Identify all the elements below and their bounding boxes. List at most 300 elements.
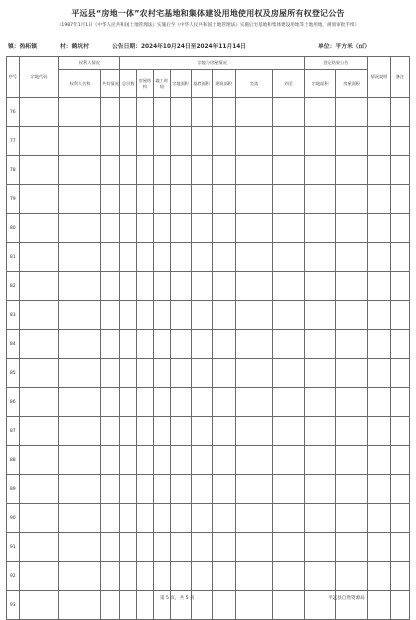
issuer: 平远县自然资源局 xyxy=(328,596,365,601)
row-cell xyxy=(336,562,367,591)
row-cell xyxy=(304,475,335,504)
row-cell xyxy=(390,562,409,591)
row-cell xyxy=(137,504,154,533)
row-cell xyxy=(212,504,235,533)
table-row xyxy=(7,98,410,127)
row-cell xyxy=(137,562,154,591)
row-cell xyxy=(120,591,137,620)
row-cell xyxy=(137,330,154,359)
row-seq: 78 xyxy=(7,156,20,185)
row-cell xyxy=(170,272,191,301)
row-cell xyxy=(153,156,170,185)
row-cell xyxy=(19,475,59,504)
row-cell xyxy=(19,562,59,591)
row-cell xyxy=(235,504,273,533)
row-cell xyxy=(101,504,120,533)
col-note: 备注 xyxy=(390,57,409,98)
row-cell xyxy=(59,127,101,156)
row-cell xyxy=(273,243,305,272)
row-cell xyxy=(153,214,170,243)
col-structure: 房屋结构 xyxy=(137,70,154,98)
row-cell xyxy=(304,562,335,591)
row-cell xyxy=(19,243,59,272)
row-cell xyxy=(170,127,191,156)
row-cell xyxy=(59,301,101,330)
row-cell xyxy=(19,591,59,620)
row-cell xyxy=(367,388,390,417)
col-year: 竣工时间 xyxy=(153,70,170,98)
row-cell xyxy=(336,156,367,185)
row-cell xyxy=(273,330,305,359)
meta-unit: 单位：平方米（㎡） xyxy=(318,44,371,50)
row-cell xyxy=(137,475,154,504)
row-cell xyxy=(235,214,273,243)
meta-period: 公告日期：2024年10月24日至2024年11月14日 xyxy=(112,44,247,50)
row-cell xyxy=(120,243,137,272)
row-cell xyxy=(59,185,101,214)
row-cell xyxy=(336,272,367,301)
row-cell xyxy=(336,475,367,504)
col-floors: 总层数 xyxy=(120,70,137,98)
row-cell xyxy=(153,533,170,562)
row-cell xyxy=(137,591,154,620)
row-cell xyxy=(235,330,273,359)
row-cell xyxy=(170,562,191,591)
row-cell xyxy=(19,214,59,243)
row-cell xyxy=(19,330,59,359)
row-cell xyxy=(170,417,191,446)
row-cell xyxy=(137,243,154,272)
row-cell xyxy=(235,533,273,562)
row-cell xyxy=(273,127,305,156)
row-cell xyxy=(390,272,409,301)
row-seq: 76 xyxy=(7,98,20,127)
col-land-area: 宗地面积 xyxy=(170,70,191,98)
row-seq: 77 xyxy=(7,127,20,156)
row-cell xyxy=(212,272,235,301)
row-cell xyxy=(137,98,154,127)
row-cell xyxy=(390,156,409,185)
row-cell xyxy=(212,417,235,446)
row-cell xyxy=(170,185,191,214)
row-cell xyxy=(304,214,335,243)
row-cell xyxy=(170,504,191,533)
row-cell xyxy=(153,417,170,446)
col-reg-group: 登记结果公告 xyxy=(304,57,367,70)
row-cell xyxy=(101,359,120,388)
row-cell xyxy=(191,562,212,591)
table-row xyxy=(7,388,410,417)
row-cell xyxy=(367,417,390,446)
row-cell xyxy=(273,388,305,417)
row-cell xyxy=(212,533,235,562)
row-cell xyxy=(153,562,170,591)
row-cell xyxy=(19,185,59,214)
row-cell xyxy=(137,388,154,417)
row-cell xyxy=(367,98,390,127)
row-cell xyxy=(235,388,273,417)
row-cell xyxy=(390,185,409,214)
row-cell xyxy=(191,127,212,156)
row-cell xyxy=(59,214,101,243)
row-seq: 84 xyxy=(7,330,20,359)
row-cell xyxy=(101,417,120,446)
table-row xyxy=(7,446,410,475)
row-cell xyxy=(390,533,409,562)
row-cell xyxy=(120,562,137,591)
row-cell xyxy=(273,185,305,214)
row-cell xyxy=(120,475,137,504)
row-cell xyxy=(367,214,390,243)
row-cell xyxy=(273,475,305,504)
row-cell xyxy=(153,504,170,533)
row-cell xyxy=(170,533,191,562)
row-seq: 83 xyxy=(7,301,20,330)
row-cell xyxy=(101,330,120,359)
row-cell xyxy=(390,243,409,272)
row-cell xyxy=(367,156,390,185)
row-cell xyxy=(19,417,59,446)
row-cell xyxy=(170,388,191,417)
row-cell xyxy=(59,388,101,417)
table-row xyxy=(7,417,410,446)
row-cell xyxy=(59,359,101,388)
row-cell xyxy=(191,359,212,388)
row-cell xyxy=(191,417,212,446)
row-cell xyxy=(390,214,409,243)
row-cell xyxy=(336,243,367,272)
row-cell xyxy=(367,330,390,359)
row-cell xyxy=(137,156,154,185)
row-cell xyxy=(19,388,59,417)
row-seq: 88 xyxy=(7,446,20,475)
row-cell xyxy=(273,98,305,127)
row-cell xyxy=(212,127,235,156)
row-cell xyxy=(212,388,235,417)
row-cell xyxy=(390,359,409,388)
row-cell xyxy=(304,243,335,272)
col-building-area: 建筑面积 xyxy=(212,70,235,98)
row-cell xyxy=(101,98,120,127)
row-seq: 90 xyxy=(7,504,20,533)
row-cell xyxy=(19,98,59,127)
row-cell xyxy=(19,446,59,475)
row-cell xyxy=(191,301,212,330)
table-row xyxy=(7,562,410,591)
table-row xyxy=(7,156,410,185)
row-cell xyxy=(273,533,305,562)
row-seq: 85 xyxy=(7,359,20,388)
row-cell xyxy=(153,185,170,214)
row-cell xyxy=(191,504,212,533)
row-cell xyxy=(101,156,120,185)
row-cell xyxy=(120,301,137,330)
row-cell xyxy=(59,272,101,301)
row-cell xyxy=(137,417,154,446)
row-cell xyxy=(235,562,273,591)
row-cell xyxy=(235,446,273,475)
row-cell xyxy=(336,417,367,446)
row-cell xyxy=(367,446,390,475)
row-cell xyxy=(59,243,101,272)
row-cell xyxy=(101,185,120,214)
row-cell xyxy=(212,156,235,185)
row-cell xyxy=(59,533,101,562)
col-reg-land-area: 宗地面积 xyxy=(304,70,335,98)
row-cell xyxy=(191,214,212,243)
row-cell xyxy=(153,330,170,359)
row-cell xyxy=(19,359,59,388)
row-cell xyxy=(191,446,212,475)
row-cell xyxy=(170,214,191,243)
row-cell xyxy=(59,156,101,185)
row-cell xyxy=(235,417,273,446)
row-cell xyxy=(336,359,367,388)
document-subtitle: （1987年1月1日《中华人民共和国土地管理法》实施后至《中华人民共和国土地管理法》实施后宅基地和集体建设用地等土地用地、规划审批手续） xyxy=(56,23,360,28)
table-row xyxy=(7,214,410,243)
row-cell xyxy=(273,417,305,446)
row-cell xyxy=(336,504,367,533)
col-reg-house-area: 房屋面积 xyxy=(336,70,367,98)
row-cell xyxy=(273,214,305,243)
row-cell xyxy=(390,446,409,475)
row-cell xyxy=(101,446,120,475)
row-cell xyxy=(336,185,367,214)
row-cell xyxy=(153,475,170,504)
row-cell xyxy=(273,359,305,388)
row-seq: 89 xyxy=(7,475,20,504)
row-cell xyxy=(170,330,191,359)
row-cell xyxy=(367,359,390,388)
row-cell xyxy=(101,214,120,243)
row-cell xyxy=(390,475,409,504)
row-cell xyxy=(367,185,390,214)
row-cell xyxy=(59,591,101,620)
row-cell xyxy=(390,301,409,330)
row-cell xyxy=(101,533,120,562)
row-cell xyxy=(101,591,120,620)
row-cell xyxy=(101,243,120,272)
row-cell xyxy=(120,388,137,417)
table-row xyxy=(7,185,410,214)
row-cell xyxy=(137,272,154,301)
row-cell xyxy=(191,98,212,127)
row-cell xyxy=(153,272,170,301)
row-cell xyxy=(336,388,367,417)
row-cell xyxy=(120,417,137,446)
row-cell xyxy=(235,127,273,156)
row-cell xyxy=(367,475,390,504)
table-row xyxy=(7,475,410,504)
col-location: 坐落 xyxy=(235,70,273,98)
row-cell xyxy=(191,243,212,272)
row-cell xyxy=(170,301,191,330)
row-cell xyxy=(336,214,367,243)
row-cell xyxy=(153,301,170,330)
meta-village: 村：鹤坑村 xyxy=(60,44,89,50)
row-cell xyxy=(120,156,137,185)
row-cell xyxy=(273,272,305,301)
row-cell xyxy=(137,301,154,330)
row-cell xyxy=(390,417,409,446)
row-cell xyxy=(170,446,191,475)
row-seq: 91 xyxy=(7,533,20,562)
row-cell xyxy=(191,475,212,504)
row-cell xyxy=(212,359,235,388)
row-cell xyxy=(212,98,235,127)
row-cell xyxy=(367,272,390,301)
row-cell xyxy=(170,359,191,388)
row-cell xyxy=(101,301,120,330)
row-cell xyxy=(336,330,367,359)
table-row xyxy=(7,243,410,272)
row-cell xyxy=(367,504,390,533)
row-cell xyxy=(101,127,120,156)
row-cell xyxy=(120,330,137,359)
row-cell xyxy=(212,330,235,359)
row-cell xyxy=(212,185,235,214)
row-cell xyxy=(120,185,137,214)
row-cell xyxy=(59,446,101,475)
row-cell xyxy=(235,359,273,388)
row-cell xyxy=(191,533,212,562)
row-cell xyxy=(304,301,335,330)
meta-town: 镇：热柘镇 xyxy=(8,44,37,50)
row-cell xyxy=(120,214,137,243)
row-cell xyxy=(101,475,120,504)
row-cell xyxy=(212,301,235,330)
page-number: 第 5 页，共 5 页 xyxy=(160,596,195,601)
row-cell xyxy=(120,359,137,388)
row-cell xyxy=(101,388,120,417)
table-row xyxy=(7,330,410,359)
row-cell xyxy=(59,504,101,533)
col-rights-name: 权利人名称 xyxy=(59,70,101,98)
row-cell xyxy=(235,301,273,330)
row-cell xyxy=(191,388,212,417)
row-cell xyxy=(59,475,101,504)
row-cell xyxy=(235,243,273,272)
row-cell xyxy=(101,562,120,591)
row-cell xyxy=(191,185,212,214)
row-cell xyxy=(59,562,101,591)
row-seq: 92 xyxy=(7,562,20,591)
col-remark: 情况说明 xyxy=(367,57,390,98)
row-cell xyxy=(367,301,390,330)
row-cell xyxy=(212,562,235,591)
row-cell xyxy=(273,562,305,591)
row-seq: 80 xyxy=(7,214,20,243)
row-cell xyxy=(170,98,191,127)
row-cell xyxy=(304,359,335,388)
row-cell xyxy=(19,272,59,301)
row-cell xyxy=(170,475,191,504)
row-cell xyxy=(367,562,390,591)
col-seq: 序号 xyxy=(7,57,20,98)
row-seq: 86 xyxy=(7,388,20,417)
row-cell xyxy=(367,591,390,620)
row-seq: 82 xyxy=(7,272,20,301)
row-cell xyxy=(120,533,137,562)
row-cell xyxy=(120,127,137,156)
row-cell xyxy=(191,272,212,301)
row-cell xyxy=(153,98,170,127)
row-cell xyxy=(304,417,335,446)
row-cell xyxy=(273,156,305,185)
table-row xyxy=(7,359,410,388)
row-cell xyxy=(304,185,335,214)
col-base-area: 基底面积 xyxy=(191,70,212,98)
row-cell xyxy=(235,185,273,214)
row-cell xyxy=(153,243,170,272)
row-seq: 87 xyxy=(7,417,20,446)
row-cell xyxy=(336,98,367,127)
row-cell xyxy=(235,591,273,620)
col-land-group: 宗地与房屋情况 xyxy=(120,57,305,70)
row-cell xyxy=(273,591,305,620)
row-cell xyxy=(304,156,335,185)
row-cell xyxy=(212,591,235,620)
row-cell xyxy=(170,243,191,272)
row-cell xyxy=(137,359,154,388)
row-cell xyxy=(153,127,170,156)
row-cell xyxy=(137,185,154,214)
row-cell xyxy=(191,330,212,359)
row-cell xyxy=(304,272,335,301)
row-cell xyxy=(390,330,409,359)
row-cell xyxy=(304,388,335,417)
row-cell xyxy=(304,127,335,156)
row-cell xyxy=(137,127,154,156)
row-cell xyxy=(153,388,170,417)
row-cell xyxy=(212,214,235,243)
row-cell xyxy=(273,301,305,330)
row-cell xyxy=(120,98,137,127)
table-row xyxy=(7,533,410,562)
col-share: 共有情况 xyxy=(101,70,120,98)
row-cell xyxy=(235,475,273,504)
row-cell xyxy=(235,98,273,127)
row-cell xyxy=(59,98,101,127)
row-cell xyxy=(153,446,170,475)
row-cell xyxy=(273,446,305,475)
register-table xyxy=(6,56,410,620)
row-cell xyxy=(137,214,154,243)
row-cell xyxy=(19,504,59,533)
row-cell xyxy=(304,330,335,359)
row-cell xyxy=(170,156,191,185)
row-cell xyxy=(137,533,154,562)
row-cell xyxy=(212,243,235,272)
row-cell xyxy=(390,127,409,156)
row-cell xyxy=(367,243,390,272)
table-row xyxy=(7,272,410,301)
row-cell xyxy=(336,533,367,562)
row-cell xyxy=(120,272,137,301)
row-cell xyxy=(19,156,59,185)
row-cell xyxy=(336,446,367,475)
col-rights-group: 权利人情况 xyxy=(59,57,120,70)
row-cell xyxy=(235,272,273,301)
row-cell xyxy=(191,156,212,185)
row-cell xyxy=(212,446,235,475)
row-cell xyxy=(367,127,390,156)
row-cell xyxy=(137,446,154,475)
row-cell xyxy=(19,127,59,156)
row-cell xyxy=(212,475,235,504)
row-cell xyxy=(120,446,137,475)
row-cell xyxy=(153,359,170,388)
